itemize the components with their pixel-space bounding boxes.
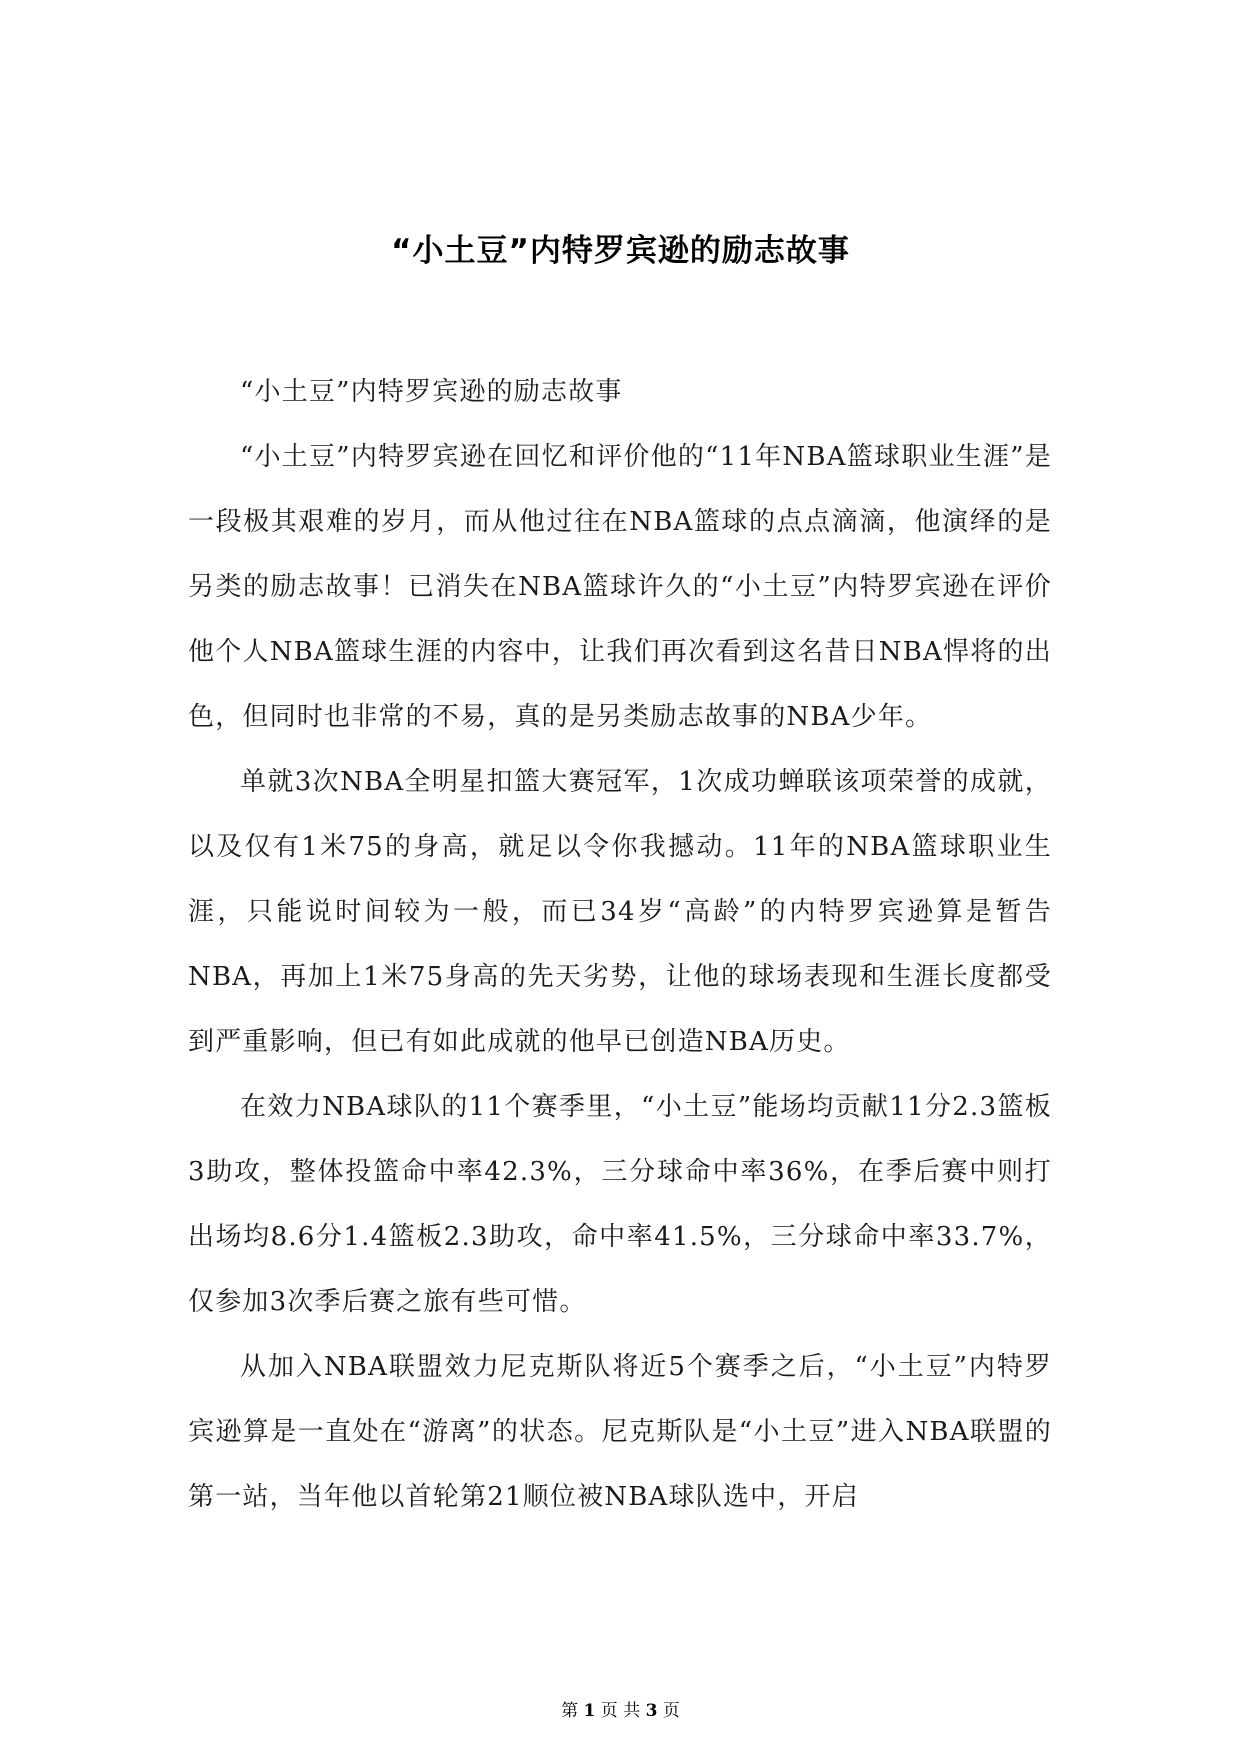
- document-body: [188, 360, 1052, 1530]
- paragraph: 在效力NBA球队的11个赛季里，“小土豆”能场均贡献11分2.3篮板3助攻，整体投篮命中率42.3%，三分球命中率36%，在季后赛中则打出场均8.6分1.4篮板2.3助攻，命中率41.5%，三分球命中率33.7%，仅参加3次季后赛之旅有些可惜。: [188, 1092, 1052, 1317]
- paragraph: “小土豆”内特罗宾逊的励志故事: [240, 377, 623, 407]
- page-footer: [0, 1696, 1241, 1721]
- paragraph: 从加入NBA联盟效力尼克斯队将近5个赛季之后，“小土豆”内特罗宾逊算是一直处在“游离”的状态。尼克斯队是“小土豆”进入NBA联盟的第一站，当年他以首轮第21顺位被NBA球队选中，开启: [188, 1352, 1052, 1512]
- paragraph: 单就3次NBA全明星扣篮大赛冠军，1次成功蝉联该项荣誉的成就，以及仅有1米75的身高，就足以令你我撼动。11年的NBA篮球职业生涯，只能说时间较为一般，而已34岁“高龄”的内特罗宾逊算是暂告NBA，再加上1米75身高的先天劣势，让他的球场表现和生涯长度都受到严重影响，但已有如此成就的他早已创造NBA历史。: [188, 767, 1052, 1057]
- document-title: “小土豆”内特罗宾逊的励志故事: [391, 233, 850, 269]
- footer-page-number: 1: [583, 1701, 596, 1721]
- footer-prefix: 第: [561, 1701, 579, 1721]
- footer-total-pages: 3: [645, 1701, 658, 1721]
- paragraph: “小土豆”内特罗宾逊在回忆和评价他的“11年NBA篮球职业生涯”是一段极其艰难的岁月，而从他过往在NBA篮球的点点滴滴，他演绎的是另类的励志故事！已消失在NBA篮球许久的“小土豆”内特罗宾逊在评价他个人NBA篮球生涯的内容中，让我们再次看到这名昔日NBA悍将的出色，但同时也非常的不易，真的是另类励志故事的NBA少年。: [188, 442, 1052, 732]
- footer-suffix: 页: [662, 1701, 680, 1721]
- footer-middle: 页 共: [600, 1701, 641, 1721]
